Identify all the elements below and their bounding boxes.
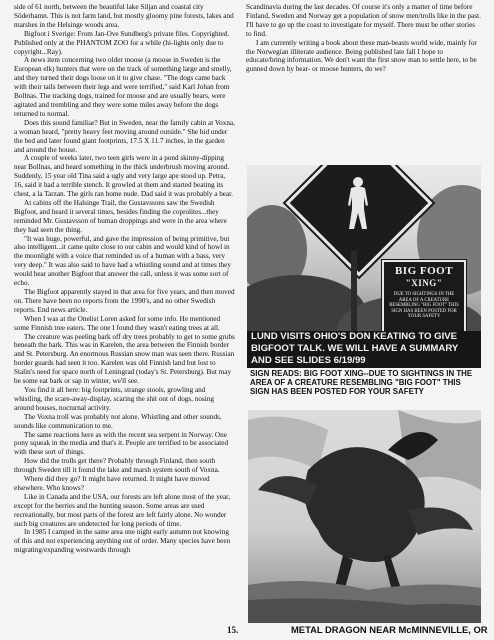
sign-post	[351, 251, 357, 331]
paragraph: The same reactions here as with the recent sea serpent in Norway. One pony squeak in the media and that's it. People are terrified to be associated with these sort of things.	[14, 430, 229, 457]
paragraph: Where did they go? It might have returned. It might have moved elsewhere. Who knows?	[14, 475, 210, 492]
board-title: BIG FOOT	[394, 265, 454, 277]
paragraph: When I was at the Onelist Loren asked for some info. He mentioned some Finnish tree eaters. The one I found they wasn't eating trees at all.	[14, 314, 221, 332]
bigfoot-silhouette-icon	[340, 175, 376, 231]
headline-line: AND SEE SLIDES 6/19/99	[251, 355, 366, 366]
headline-line: LUND VISITS OHIO'S DON KEATING TO GIVE	[251, 331, 458, 342]
dragon-caption: METAL DRAGON NEAR McMINNEVILLE, OR	[291, 624, 488, 635]
paragraph: In 1985 I camped in the same area one night early autumn not knowing of this and not experiencing anything out of order. Many species have been migrating/expanding westwards through	[14, 528, 231, 555]
paragraph: side of 61 north, between the beautiful lake Siljan and coastal city Söderhamn. This is not farm land, but mostly gloomy pine forests, lakes and marshes in the Helsinge woods area.	[14, 3, 234, 29]
sign-caption: SIGN READS: BIG FOOT XING--DUE TO SIGHTINGS IN THE AREA OF A CREATURE RESEMBLING "BIG FOOT" THIS SIGN HAS BEEN POSTED FOR YOUR SAFETY	[250, 369, 473, 396]
paragraph: A couple of weeks later, two teen girls were in a pond skinny-dipping near Bollnas, and heard something in the thick underbrush moving around. Suddenly, 15 year old Tina said a ugly and very large ape stood up. Petra, 16, said it had a terrible stench. It growled at them and started beating its chest, a la Tarzan. The girls ran home nude. Dad said it was probably a bear.	[14, 154, 233, 199]
paragraph: At cabins off the Halsinge Trail, the Gustavssons saw the Swedish Bigfoot, and heard it several times, besides finding the coprolites...they reminded Mr. Gustavsson of human droppings and were in the area where they had seen the thing.	[14, 198, 227, 234]
right-column-text	[246, 3, 482, 74]
paragraph: A news item concerning two older moose (a moose in Sweden is the European elk) hunters that were on the track of something large and smelly, and they turned their dogs loose on it to give chase. "The dogs came back with their tails between their legs and were terrified," said Karl Johan from Bollnas. The tracking dogs, trained for moose and are usually bears, were agitated and trembling and they were some miles away before the dogs returned to normal.	[14, 56, 232, 118]
board-subtitle: "XING"	[405, 278, 443, 288]
headline-banner	[247, 331, 481, 368]
page-number: 15.	[227, 625, 239, 635]
paragraph: You find it all here: big footprints, strange stools, growling and whistling, the scare-away-display, scaring the shit out of dogs, nosing around houses, nocturnal activity.	[14, 385, 214, 412]
metal-dragon-photo	[248, 410, 481, 623]
paragraph: How did the trolls get there? Probably through Finland, then south through Sweden till it found the lake and marsh system south of Voxna.	[14, 457, 220, 475]
paragraph: Does this sound familiar? But in Sweden, near the family cabin at Voxna, a woman heard, "pretty heavy feet moving around outside." She hid under the bed and later found giant footprints, 17.5 X 11.7 inches, in the garden and around the house.	[14, 118, 235, 154]
paragraph: The Bigfoot apparently stayed in that area for five years, and then moved on. There have been no reports from the 1990's, and no other Swedish reports. End news article.	[14, 288, 235, 314]
paragraph: The creature was peeling bark off dry trees probably to get to some grubs beneath the bark. This was in Karelen, the area between the Finnish border and St. Petersburg. An enormous Russian snow man was seen there. Russian border guards had seen it too. Karelen was old Finnish land but lost to Stalin's need for space north of Leningrad (today's St. Petersburg). But may be some eat bark or sap in winter, we'll see.	[14, 332, 235, 386]
headline-line: BIGFOOT TALK. WE WILL HAVE A SUMMARY	[251, 343, 459, 354]
paragraph: Scandinavia during the last decades. Of course it's only a matter of time before Finland, Sweden and Norway get a population of snow men/trolls like in the past. I'll have to go up the coast to investigate for myself. There must be other stories to find.	[246, 3, 481, 38]
paragraph: "It was huge, powerful, and gave the impression of being primitive, but also intelligent...it came quite close to our cabin and would kind of howl in the moonlight with a voice that reminded us of a human with a bass, very very deep." It was also said to have had a whistling sound and at times they would hear another Bigfoot that answer the call, unless it was some sort of echo.	[14, 234, 231, 288]
left-column-text	[14, 3, 235, 637]
paragraph: The Voxna troll was probably not alone. Whistling and other sounds, sounds like communication to me.	[14, 412, 222, 430]
sign-board	[382, 260, 466, 331]
paragraph: Bigfoot i Sverige: From Jan-Ove Sundberg's private files. Copyrighted. Published only at the PHANTOM ZOO for a while (hi-lights only due to copyright...Ray).	[14, 29, 230, 56]
bigfoot-sign-photo	[247, 165, 481, 331]
board-small-text: DUE TO SIGHTINGS IN THE AREA OF A CREATURE RESEMBLING "BIG FOOT" THIS SIGN HAS BEEN POSTED FOR YOUR SAFETY	[389, 292, 459, 320]
paragraph: I am currently writing a book about these man-beasts world wide, mainly for the Norwegian illiterate audience. Being published late fall I hope to educate/bring information. We don't want the first snow man to settle here, to be gunned down by bear- or moose hunters, do we?	[246, 38, 477, 74]
paragraph: Like in Canada and the USA, our forests are left alone most of the year, except for the berries and the hunting season. Some areas are used recreationally, but most parts of the forest are left fairly alone. No wonder such big creatures are undetected for long periods of time.	[14, 492, 231, 528]
dragon-sculpture-icon	[248, 410, 481, 623]
